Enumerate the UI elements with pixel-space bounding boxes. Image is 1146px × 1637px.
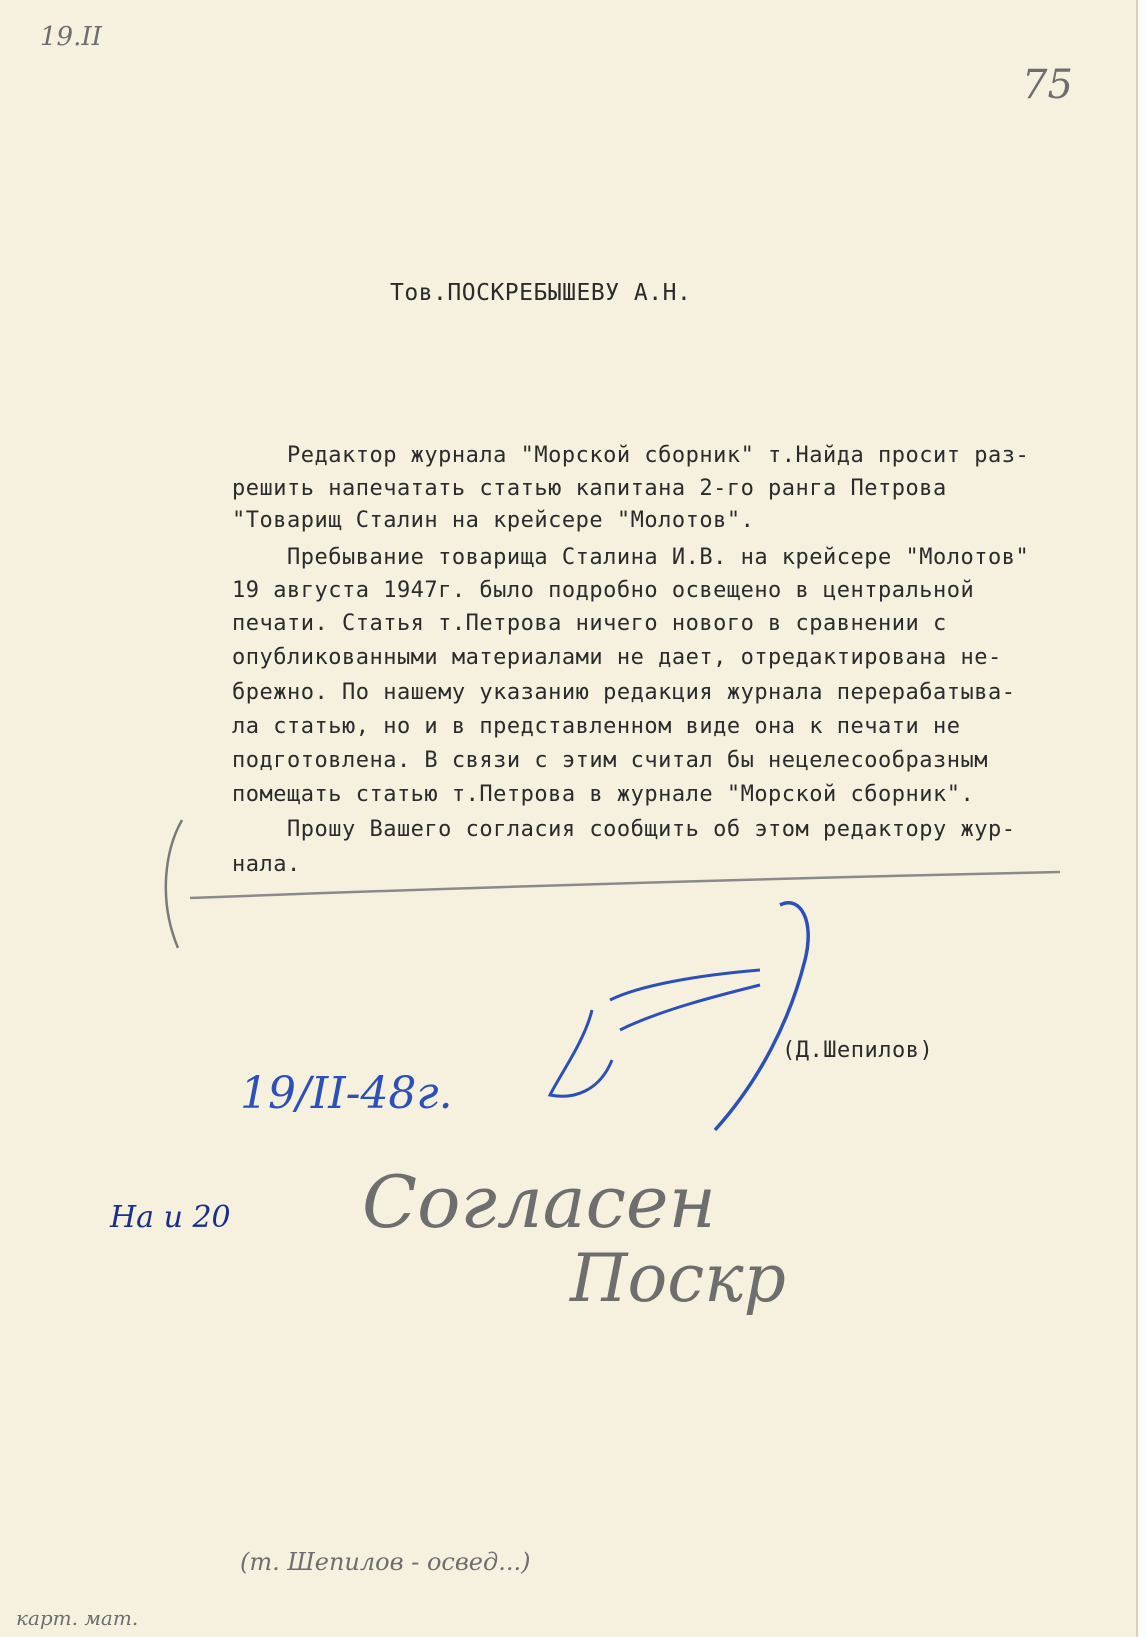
side-note: На и 20 [110,1200,231,1235]
handwritten-date: 19/II-48г. [240,1068,453,1119]
scan-margin [1138,0,1146,1637]
letter-line: помещать статью т.Петрова в журнале "Морской сборник". [232,782,975,807]
note-top-left: 19.II [40,22,102,52]
letter-line: "Товарищ Сталин на крейсере "Молотов". [232,508,755,533]
letter-line: ла статью, но и в представленном виде она к печати не [232,714,961,739]
resolution-signature: Поскр [570,1240,786,1317]
page-number: 75 [1022,62,1073,108]
signature-name: (Д.Шепилов) [782,1038,934,1063]
bottom-corner-note: карт. мат. [16,1606,139,1630]
letter-line: Прошу Вашего согласия сообщить об этом редактору жур- [232,817,1016,842]
letter-line: брежно. По нашему указанию редакция журнала перерабатыва- [232,680,1016,705]
letter-line: печати. Статья т.Петрова ничего нового в сравнении с [232,611,947,636]
letter-line: решить напечатать статью капитана 2-го ранга Петрова [232,476,947,501]
letter-line: 19 августа 1947г. было подробно освещено в центральной [232,578,975,603]
letter-line: подготовлена. В связи с этим считал бы нецелесообразным [232,748,988,773]
resolution-text: Согласен [362,1160,716,1244]
letter-line: нала. [232,852,301,877]
letter-line: Редактор журнала "Морской сборник" т.Найда просит раз- [232,443,1030,468]
letter-line: Пребывание товарища Сталина И.В. на крейсере "Молотов" [232,545,1030,570]
addressee: Тов.ПОСКРЕБЫШЕВУ А.Н. [390,280,692,306]
letter-line: опубликованными материалами не дает, отредактирована не- [232,645,1002,670]
bottom-note: (т. Шепилов - освед...) [240,1548,531,1576]
